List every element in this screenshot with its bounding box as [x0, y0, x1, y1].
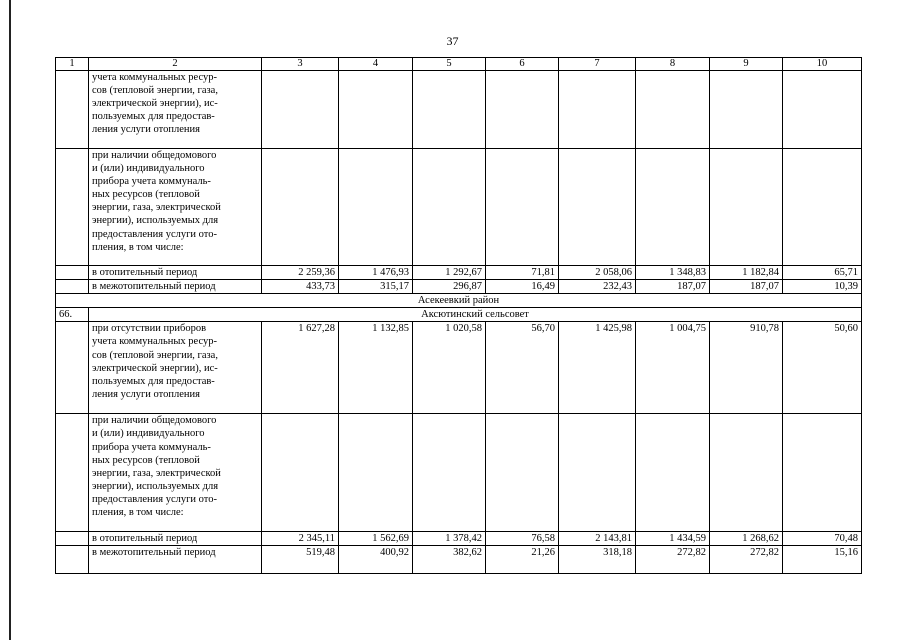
value-cell: 400,92: [339, 546, 413, 574]
row-label: в отопительный период: [89, 266, 262, 280]
table-row: [56, 414, 862, 532]
value-cell: 1 268,62: [710, 532, 783, 546]
value-cell: 1 348,83: [636, 266, 710, 280]
value-cell: 1 434,59: [636, 532, 710, 546]
value-cell: 433,73: [262, 280, 339, 294]
row-label: в межотопительный период: [89, 546, 262, 574]
value-cell: 1 476,93: [339, 266, 413, 280]
value-cell: 272,82: [710, 546, 783, 574]
value-cell: 1 292,67: [413, 266, 486, 280]
district-row: [56, 294, 862, 308]
value-cell: 272,82: [636, 546, 710, 574]
table-row: [56, 149, 862, 266]
value-cell: [486, 149, 559, 266]
value-cell: 2 345,11: [262, 532, 339, 546]
row-number-cell: [56, 71, 89, 149]
value-cell: 1 378,42: [413, 532, 486, 546]
header-cell: 6: [486, 58, 559, 71]
value-cell: [339, 414, 413, 532]
value-cell: [559, 149, 636, 266]
value-cell: 56,70: [486, 322, 559, 414]
district-title: Асекеевкий район: [56, 294, 862, 308]
value-cell: [636, 149, 710, 266]
value-cell: [262, 414, 339, 532]
tariff-table: [55, 57, 862, 574]
value-cell: 2 259,36: [262, 266, 339, 280]
row-label: в межотопительный период: [89, 280, 262, 294]
row-number-cell: [56, 149, 89, 266]
value-cell: [783, 149, 862, 266]
value-cell: 16,49: [486, 280, 559, 294]
row-description: при наличии общедомового и (или) индивидуального прибора учета коммуналь- ных ресурсов (тепловой энергии, газа, электрической энергии), используемых для предоставления услуги ото- пления, в том числе:: [89, 414, 262, 532]
value-cell: 65,71: [783, 266, 862, 280]
value-cell: [710, 149, 783, 266]
value-cell: [262, 149, 339, 266]
header-cell: 5: [413, 58, 486, 71]
value-cell: [783, 414, 862, 532]
settlement-title: Аксютинский сельсовет: [89, 308, 862, 322]
value-cell: [710, 414, 783, 532]
table-row-inter-heating: [56, 280, 862, 294]
header-cell: 3: [262, 58, 339, 71]
value-cell: [559, 414, 636, 532]
row-number-cell: [56, 322, 89, 414]
row-number-cell: 66.: [56, 308, 89, 322]
row-description: при наличии общедомового и (или) индивидуального прибора учета коммуналь- ных ресурсов (тепловой энергии, газа, электрической энергии), используемых для предоставления услуги ото- пления, в том числе:: [89, 149, 262, 266]
value-cell: 187,07: [636, 280, 710, 294]
value-cell: 318,18: [559, 546, 636, 574]
row-number-cell: [56, 532, 89, 546]
value-cell: [339, 149, 413, 266]
value-cell: [636, 414, 710, 532]
value-cell: [710, 71, 783, 149]
header-cell: 7: [559, 58, 636, 71]
value-cell: 315,17: [339, 280, 413, 294]
table-row-heating: [56, 532, 862, 546]
value-cell: [636, 71, 710, 149]
row-number-cell: [56, 266, 89, 280]
value-cell: 21,26: [486, 546, 559, 574]
value-cell: 232,43: [559, 280, 636, 294]
row-number-cell: [56, 280, 89, 294]
value-cell: 71,81: [486, 266, 559, 280]
settlement-row: [56, 308, 862, 322]
row-description: при отсутствии приборов учета коммунальных ресур- сов (тепловой энергии, газа, электрической энергии), ис- пользуемых для предостав- ления услуги отопления: [89, 322, 262, 414]
value-cell: 15,16: [783, 546, 862, 574]
header-cell: 10: [783, 58, 862, 71]
value-cell: [783, 71, 862, 149]
value-cell: 187,07: [710, 280, 783, 294]
value-cell: 2 058,06: [559, 266, 636, 280]
value-cell: 519,48: [262, 546, 339, 574]
value-cell: 1 182,84: [710, 266, 783, 280]
value-cell: 1 004,75: [636, 322, 710, 414]
page-number: 37: [446, 34, 459, 48]
value-cell: 10,39: [783, 280, 862, 294]
row-number-cell: [56, 414, 89, 532]
value-cell: [486, 71, 559, 149]
row-label: в отопительный период: [89, 532, 262, 546]
header-cell: 9: [710, 58, 783, 71]
header-cell: 2: [89, 58, 262, 71]
value-cell: [559, 71, 636, 149]
value-cell: 910,78: [710, 322, 783, 414]
row-description: учета коммунальных ресур- сов (тепловой энергии, газа, электрической энергии), ис- пользуемых для предостав- ления услуги отопления: [89, 71, 262, 149]
header-cell: 4: [339, 58, 413, 71]
value-cell: [413, 71, 486, 149]
header-cell: 8: [636, 58, 710, 71]
value-cell: [413, 414, 486, 532]
column-number-header-row: [56, 58, 862, 71]
value-cell: [413, 149, 486, 266]
value-cell: [486, 414, 559, 532]
value-cell: 1 132,85: [339, 322, 413, 414]
value-cell: 50,60: [783, 322, 862, 414]
value-cell: 2 143,81: [559, 532, 636, 546]
value-cell: 1 562,69: [339, 532, 413, 546]
table-row-heating: [56, 266, 862, 280]
value-cell: 1 627,28: [262, 322, 339, 414]
header-cell: 1: [56, 58, 89, 71]
value-cell: 382,62: [413, 546, 486, 574]
row-number-cell: [56, 546, 89, 574]
table-row-no-meter: [56, 322, 862, 414]
value-cell: 70,48: [783, 532, 862, 546]
value-cell: [339, 71, 413, 149]
left-margin-rule: [9, 0, 11, 640]
value-cell: [262, 71, 339, 149]
table-row: [56, 71, 862, 149]
value-cell: 76,58: [486, 532, 559, 546]
value-cell: 1 020,58: [413, 322, 486, 414]
value-cell: 1 425,98: [559, 322, 636, 414]
table-row-inter-heating: [56, 546, 862, 574]
value-cell: 296,87: [413, 280, 486, 294]
